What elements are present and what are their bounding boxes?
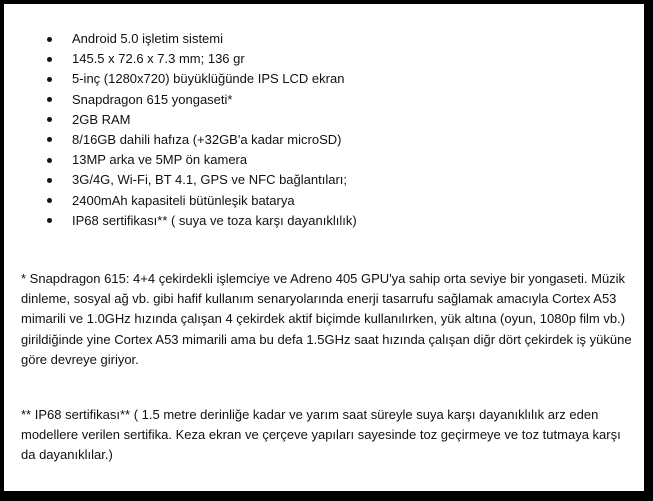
bullet-icon bbox=[47, 137, 52, 142]
spec-text: 13MP arka ve 5MP ön kamera bbox=[72, 152, 248, 168]
spec-item bbox=[47, 211, 357, 231]
bullet-icon bbox=[47, 198, 52, 203]
spec-list bbox=[47, 29, 357, 231]
spec-text: 8/16GB dahili hafıza (+32GB'a kadar microSD) bbox=[72, 131, 342, 147]
spec-text: 145.5 x 72.6 x 7.3 mm; 136 gr bbox=[72, 51, 245, 67]
spec-item bbox=[47, 150, 357, 170]
spec-text: 3G/4G, Wi-Fi, BT 4.1, GPS ve NFC bağlantıları; bbox=[72, 172, 348, 188]
spec-item bbox=[47, 191, 357, 211]
spec-item bbox=[47, 69, 357, 89]
spec-item bbox=[47, 29, 357, 49]
bullet-icon bbox=[47, 97, 52, 102]
bullet-icon bbox=[47, 37, 52, 42]
document-frame bbox=[3, 3, 645, 492]
bullet-icon bbox=[47, 178, 52, 183]
spec-item bbox=[47, 49, 357, 69]
spec-text: Snapdragon 615 yongaseti* bbox=[72, 91, 233, 107]
bullet-icon bbox=[47, 158, 52, 163]
snapdragon-footnote: * Snapdragon 615: 4+4 çekirdekli işlemciye ve Adreno 405 GPU'ya sahip orta seviye bir yongaseti. Müzik dinleme, sosyal ağ vb. gibi hafif kullanım senaryolarında enerji tasarrufu sağlamak amacıyla Cortex A53 mimarili ve 1.0GHz hızında çalışan 4 çekirdek aktif biçimde kullanılırken, yük altına (oyun, 1080p film vb.) girildiğinde yine Cortex A53 mimarili ama bu defa 1.5GHz saat hızında çalışan diğr dört çekirdek iş yüküne göre devreye giriyor. bbox=[21, 271, 632, 367]
bullet-icon bbox=[47, 117, 52, 122]
spec-text: 2GB RAM bbox=[72, 111, 131, 127]
spec-text: IP68 sertifikası** ( suya ve toza karşı dayanıklılık) bbox=[72, 212, 357, 228]
spec-item bbox=[47, 110, 357, 130]
spec-item bbox=[47, 130, 357, 150]
spec-text: Android 5.0 işletim sistemi bbox=[72, 31, 223, 46]
bullet-icon bbox=[47, 57, 52, 62]
spec-text: 5-inç (1280x720) büyüklüğünde IPS LCD ekran bbox=[72, 71, 345, 87]
spec-item bbox=[47, 90, 357, 110]
ip68-footnote: ** IP68 sertifikası** ( 1.5 metre derinliğe kadar ve yarım saat süreyle suya karşı dayanıklılık arz eden modellere verilen sertifika. Keza ekran ve çerçeve yapıları sayesinde toz geçirmeye ve toz tutmaya karşı da dayanıklılar.) bbox=[21, 407, 621, 463]
bullet-icon bbox=[47, 77, 52, 82]
bullet-icon bbox=[47, 218, 52, 223]
spec-text: 2400mAh kapasiteli bütünleşik batarya bbox=[72, 192, 295, 208]
spec-item bbox=[47, 170, 357, 190]
